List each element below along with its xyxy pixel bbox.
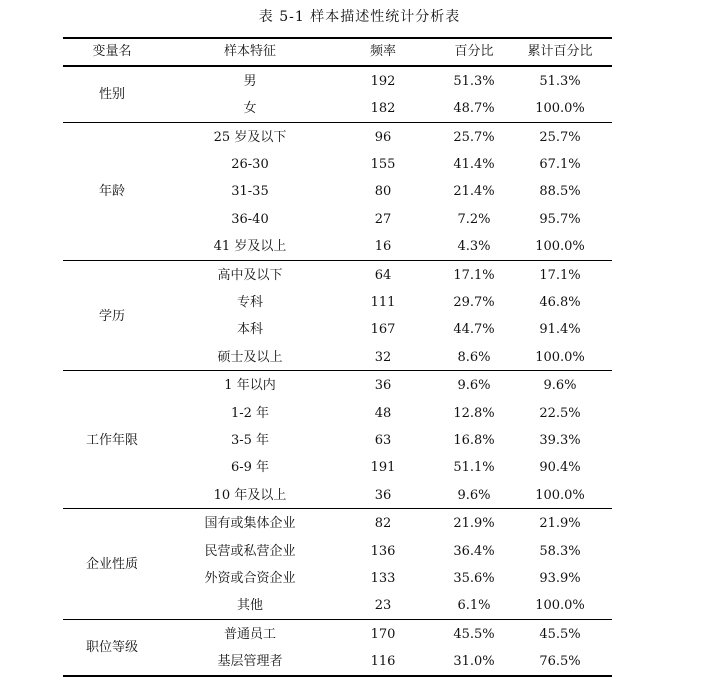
row-frequency: 48 <box>374 405 392 421</box>
row-cumulative: 90.4% <box>539 460 581 476</box>
row-feature: 31-35 <box>231 184 269 200</box>
row-frequency: 32 <box>374 349 392 365</box>
row-cumulative: 93.9% <box>539 570 581 586</box>
row-feature: 3-5 年 <box>230 432 270 448</box>
row-feature: 41 岁及以上 <box>213 239 287 255</box>
row-frequency: 23 <box>374 598 392 614</box>
row-frequency: 16 <box>374 239 392 255</box>
row-cumulative: 58.3% <box>539 543 581 559</box>
row-feature: 基层管理者 <box>217 654 283 670</box>
row-frequency: 192 <box>370 73 396 89</box>
top-rule <box>63 37 612 39</box>
row-percent: 16.8% <box>453 432 495 448</box>
row-cumulative: 100.0% <box>535 598 585 614</box>
row-cumulative: 17.1% <box>539 267 581 283</box>
row-percent: 51.3% <box>453 73 495 89</box>
header-rule <box>63 65 612 67</box>
row-cumulative: 100.0% <box>535 349 585 365</box>
row-cumulative: 95.7% <box>539 211 581 227</box>
row-feature: 6-9 年 <box>230 460 270 476</box>
row-frequency: 182 <box>370 101 396 117</box>
row-feature: 本科 <box>236 322 263 338</box>
row-cumulative: 51.3% <box>539 73 581 89</box>
row-cumulative: 22.5% <box>539 405 581 421</box>
row-percent: 31.0% <box>453 654 495 670</box>
row-cumulative: 39.3% <box>539 432 581 448</box>
row-frequency: 116 <box>370 654 396 670</box>
row-feature: 1-2 年 <box>230 405 270 421</box>
row-percent: 7.2% <box>457 211 491 227</box>
row-frequency: 136 <box>370 543 396 559</box>
row-percent: 8.6% <box>457 349 491 365</box>
row-frequency: 111 <box>370 294 396 310</box>
row-frequency: 167 <box>370 322 396 338</box>
row-feature: 其他 <box>236 598 263 614</box>
row-cumulative: 67.1% <box>539 156 581 172</box>
group-label: 职位等级 <box>85 640 138 656</box>
row-feature: 女 <box>243 101 257 117</box>
row-frequency: 64 <box>374 267 392 283</box>
group-label: 年龄 <box>98 184 125 200</box>
row-frequency: 170 <box>370 626 396 642</box>
row-feature: 国有或集体企业 <box>204 516 296 532</box>
row-percent: 29.7% <box>453 294 495 310</box>
row-percent: 17.1% <box>453 267 495 283</box>
row-feature: 25 岁及以下 <box>213 129 287 145</box>
row-frequency: 155 <box>370 156 396 172</box>
row-cumulative: 25.7% <box>539 129 581 145</box>
row-percent: 4.3% <box>457 239 491 255</box>
row-percent: 35.6% <box>453 570 495 586</box>
row-cumulative: 100.0% <box>535 101 585 117</box>
row-cumulative: 100.0% <box>535 239 585 255</box>
row-frequency: 36 <box>374 487 392 503</box>
row-percent: 44.7% <box>453 322 495 338</box>
row-percent: 6.1% <box>457 598 491 614</box>
row-cumulative: 100.0% <box>535 487 585 503</box>
group-divider <box>63 122 612 123</box>
group-label: 工作年限 <box>85 432 138 448</box>
row-percent: 9.6% <box>457 487 491 503</box>
group-divider <box>63 508 612 509</box>
row-feature: 民营或私营企业 <box>204 543 296 559</box>
header-frequency: 频率 <box>369 44 396 59</box>
table-caption: 表 5-1 样本描述性统计分析表 <box>258 9 461 25</box>
row-cumulative: 76.5% <box>539 654 581 670</box>
row-frequency: 96 <box>374 129 392 145</box>
group-label: 企业性质 <box>85 557 138 573</box>
row-percent: 45.5% <box>453 626 495 642</box>
row-feature: 外资或合资企业 <box>204 570 296 586</box>
row-feature: 专科 <box>236 294 263 310</box>
group-label: 性别 <box>98 87 125 103</box>
bottom-rule <box>63 675 612 677</box>
row-percent: 21.4% <box>453 184 495 200</box>
row-frequency: 133 <box>370 570 396 586</box>
row-feature: 高中及以下 <box>217 267 283 283</box>
row-feature: 男 <box>243 73 257 89</box>
group-divider <box>63 370 612 371</box>
row-frequency: 36 <box>374 378 392 394</box>
row-percent: 9.6% <box>457 378 491 394</box>
header-percent: 百分比 <box>454 44 494 59</box>
row-feature: 36-40 <box>231 211 269 227</box>
row-frequency: 63 <box>374 432 392 448</box>
row-cumulative: 21.9% <box>539 516 581 532</box>
row-percent: 21.9% <box>453 516 495 532</box>
row-frequency: 82 <box>374 516 392 532</box>
group-label: 学历 <box>98 308 125 324</box>
row-percent: 12.8% <box>453 405 495 421</box>
row-frequency: 191 <box>370 460 396 476</box>
row-feature: 10 年及以上 <box>213 487 287 503</box>
row-frequency: 80 <box>374 184 392 200</box>
row-percent: 36.4% <box>453 543 495 559</box>
row-feature: 26-30 <box>231 156 269 172</box>
header-variable: 变量名 <box>92 44 132 59</box>
group-divider <box>63 260 612 261</box>
row-frequency: 27 <box>374 211 392 227</box>
row-feature: 普通员工 <box>223 626 276 642</box>
row-cumulative: 88.5% <box>539 184 581 200</box>
header-cumulative-percent: 累计百分比 <box>527 44 593 59</box>
row-percent: 51.1% <box>453 460 495 476</box>
row-feature: 硕士及以上 <box>217 349 283 365</box>
row-percent: 48.7% <box>453 101 495 117</box>
row-cumulative: 9.6% <box>543 378 577 394</box>
row-percent: 41.4% <box>453 156 495 172</box>
row-cumulative: 91.4% <box>539 322 581 338</box>
row-cumulative: 45.5% <box>539 626 581 642</box>
row-feature: 1 年以内 <box>224 378 276 394</box>
group-divider <box>63 619 612 620</box>
row-percent: 25.7% <box>453 129 495 145</box>
header-feature: 样本特征 <box>223 44 276 59</box>
row-cumulative: 46.8% <box>539 294 581 310</box>
